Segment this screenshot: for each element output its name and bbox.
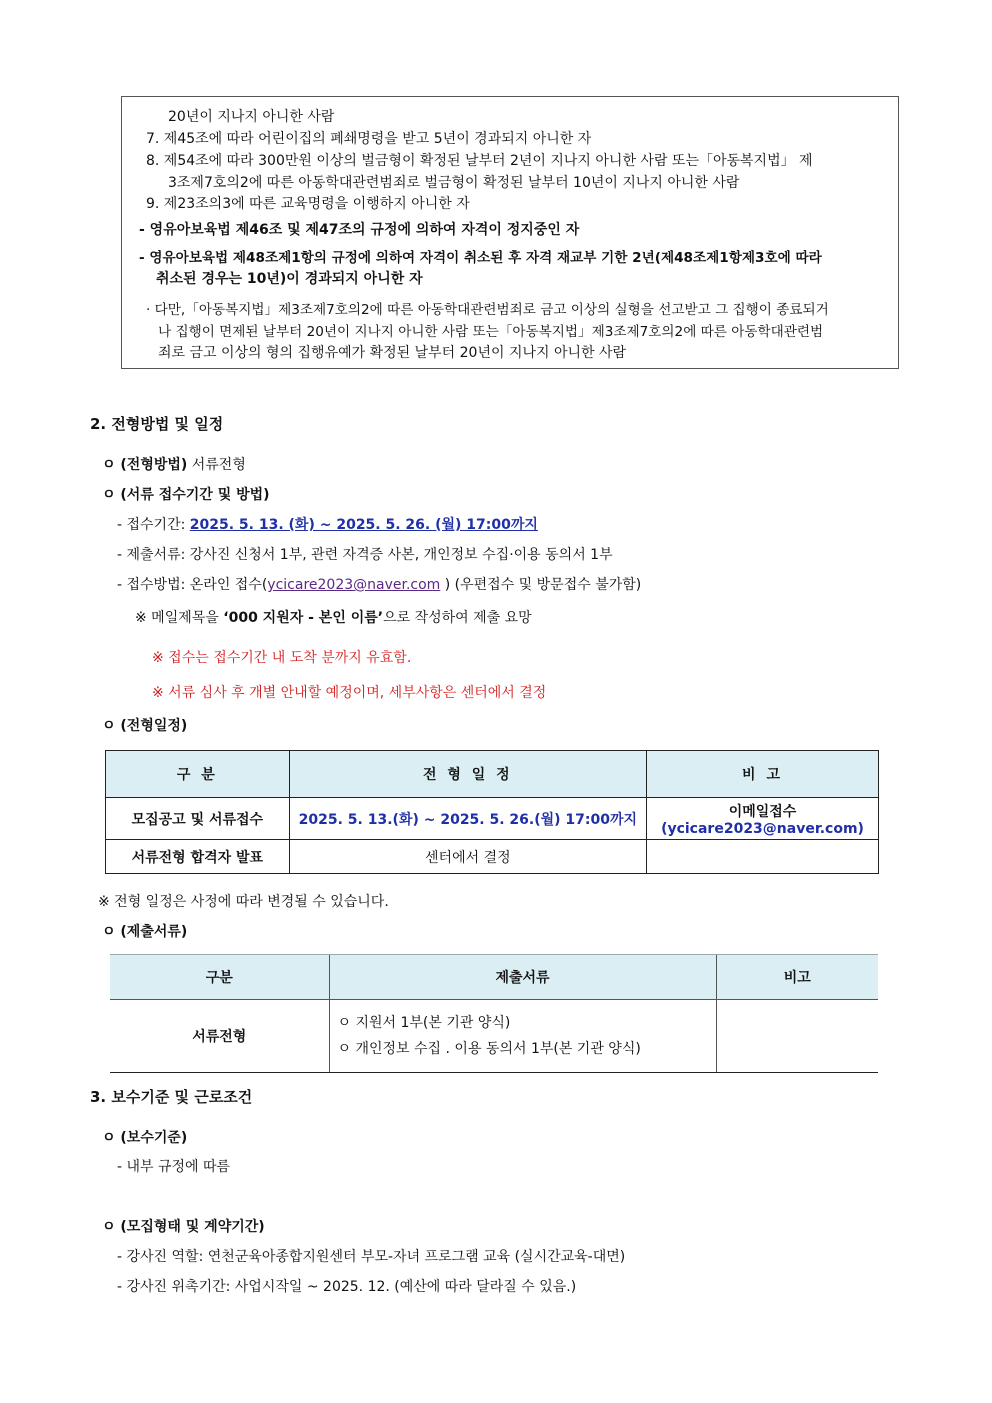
- box-line-8a: 8. 제54조에 따라 300만원 이상의 벌금형이 확정된 날부터 2년이 지나지 아니한 사람 또는「아동복지법」 제: [146, 153, 813, 169]
- documents-header-note: 비고: [716, 955, 878, 1000]
- box-bold-2b: 취소된 경우는 10년)이 경과되지 아니한 자: [156, 271, 423, 287]
- mail-prefix: ※ 메일제목을: [135, 610, 224, 626]
- method-label: ㅇ (전형방법): [102, 457, 188, 473]
- method-line: [102, 454, 246, 474]
- submit-method-prefix: - 접수방법: 온라인 접수(: [117, 577, 268, 593]
- schedule-header-category: 구 분: [106, 751, 290, 798]
- schedule-row1-note-b: (ycicare2023@naver.com): [661, 820, 864, 837]
- role-line: - 강사진 역할: 연천군육아종합지원센터 부모-자녀 프로그램 교육 (실시간교육-대면): [117, 1249, 626, 1265]
- documents-table: [110, 954, 878, 1073]
- section-2-title: 2. 전형방법 및 일정: [90, 415, 224, 433]
- documents-row1-note: [716, 1000, 878, 1073]
- term-line: - 강사진 위촉기간: 사업시작일 ~ 2025. 12. (예산에 따라 달라질 수 있음.): [117, 1279, 577, 1295]
- schedule-row2-date: 센터에서 결정: [289, 840, 646, 874]
- table-row: [106, 798, 879, 840]
- section-3-title: 3. 보수기준 및 근로조건: [90, 1088, 253, 1106]
- period-label: ㅇ (서류 접수기간 및 방법): [102, 487, 270, 503]
- box-line-0: 20년이 지나지 아니한 사람: [168, 109, 335, 125]
- schedule-header-note: 비 고: [647, 751, 879, 798]
- box-note-c: 죄로 금고 이상의 형의 집행유예가 확정된 날부터 20년이 지나지 아니한 사람: [158, 345, 627, 361]
- box-bold-1: - 영유아보육법 제46조 및 제47조의 규정에 의하여 자격이 정지중인 자: [139, 222, 580, 238]
- box-line-9: 9. 제23조의3에 따른 교육명령을 이행하지 아니한 자: [146, 196, 470, 212]
- pay-value: - 내부 규정에 따름: [117, 1159, 231, 1175]
- contract-label: ㅇ (모집형태 및 계약기간): [102, 1219, 265, 1235]
- submit-docs-label: ㅇ (제출서류): [102, 924, 188, 940]
- schedule-row1-date: 2025. 5. 13.(화) ~ 2025. 5. 26.(월) 17:00까지: [289, 798, 646, 840]
- schedule-row2-note: [647, 840, 879, 874]
- pay-label: ㅇ (보수기준): [102, 1130, 188, 1146]
- period-value: 2025. 5. 13. (화) ~ 2025. 5. 26. (월) 17:00까지: [189, 517, 538, 533]
- box-note-b: 나 집행이 면제된 날부터 20년이 지나지 아니한 사람 또는「아동복지법」제3조제7호의2에 따른 아동학대관련범: [158, 324, 824, 340]
- documents-header-category: 구분: [110, 955, 329, 1000]
- documents-row1-docs: [329, 1000, 716, 1073]
- documents-header-docs: 제출서류: [329, 955, 716, 1000]
- red-note-1: ※ 접수는 접수기간 내 도착 분까지 유효함.: [152, 650, 412, 666]
- method-value: 서류전형: [187, 457, 246, 473]
- schedule-header-schedule: 전 형 일 정: [289, 751, 646, 798]
- period-prefix: - 접수기간:: [117, 517, 190, 533]
- table-row: [110, 1000, 878, 1073]
- schedule-row2-category: 서류전형 합격자 발표: [106, 840, 290, 874]
- period-line: [117, 514, 538, 534]
- submit-method-suffix: ) (우편접수 및 방문접수 불가함): [440, 577, 642, 593]
- red-note-2: ※ 서류 심사 후 개별 안내할 예정이며, 세부사항은 센터에서 결정: [152, 685, 547, 701]
- schedule-row1-note: [647, 798, 879, 840]
- box-line-8b: 3조제7호의2에 따른 아동학대관련범죄로 벌금형이 확정된 날부터 10년이 지나지 아니한 사람: [168, 175, 740, 191]
- schedule-header-row: [106, 751, 879, 798]
- documents-doc-2: ㅇ 개인정보 수집 . 이용 동의서 1부(본 기관 양식): [337, 1041, 641, 1057]
- documents-doc-1: ㅇ 지원서 1부(본 기관 양식): [337, 1015, 511, 1031]
- box-line-7: 7. 제45조에 따라 어린이집의 폐쇄명령을 받고 5년이 경과되지 아니한 자: [146, 131, 592, 147]
- documents-row1-category: 서류전형: [110, 1000, 329, 1073]
- box-bold-2a: - 영유아보육법 제48조제1항의 규정에 의하여 자격이 취소된 후 자격 재교부 기한 2년(제48조제1항제3호에 따라: [139, 250, 822, 266]
- schedule-table: [105, 750, 879, 874]
- docs-line: - 제출서류: 강사진 신청서 1부, 관련 자격증 사본, 개인정보 수집·이용 동의서 1부: [117, 547, 613, 563]
- table-row: [106, 840, 879, 874]
- mail-title-note: [135, 607, 532, 627]
- box-note-a: · 다만,「아동복지법」제3조제7호의2에 따른 아동학대관련범죄로 금고 이상의 실형을 선고받고 그 집행이 종료되거: [146, 302, 829, 318]
- mail-suffix: 으로 작성하여 제출 요망: [383, 610, 532, 626]
- schedule-note: ※ 전형 일정은 사정에 따라 변경될 수 있습니다.: [98, 894, 389, 910]
- schedule-row1-note-a: 이메일접수: [728, 803, 797, 820]
- schedule-label: ㅇ (전형일정): [102, 718, 188, 734]
- mail-bold: ‘000 지원자 - 본인 이름’: [223, 610, 384, 626]
- schedule-row1-category: 모집공고 및 서류접수: [106, 798, 290, 840]
- email-link[interactable]: ycicare2023@naver.com: [267, 577, 441, 593]
- documents-header-row: [110, 955, 878, 1000]
- submit-method-line: [117, 574, 641, 594]
